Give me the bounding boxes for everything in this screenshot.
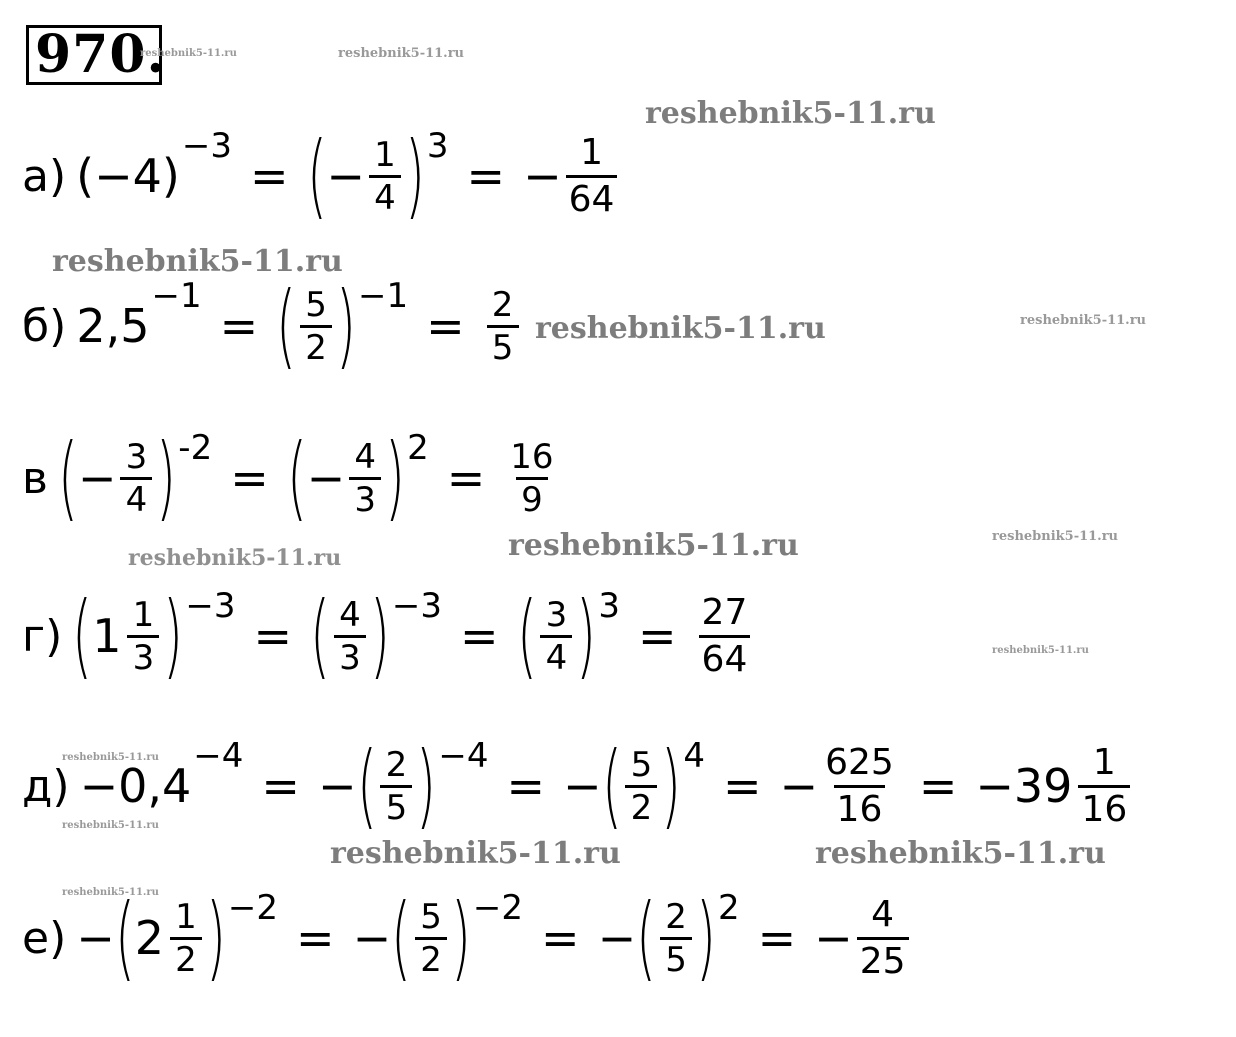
item-label: в	[22, 452, 48, 504]
equals-sign: =	[446, 451, 486, 505]
equation-a: а) (−4) $^{-3}$ = ( − $\frac{1}{4}$ ) $^3$ = − $\frac{1}{64}$	[22, 130, 621, 222]
equals-sign: =	[918, 759, 958, 813]
watermark: reshebnik5-11.ru	[992, 529, 1119, 544]
equals-sign: =	[261, 759, 300, 813]
minus-sign: −	[326, 149, 365, 203]
fraction: $\frac{5}{2}$	[415, 897, 447, 980]
item-label: д)	[22, 760, 70, 812]
equals-sign: =	[230, 451, 269, 505]
exponent: −2	[472, 888, 524, 928]
minus-sign: −	[523, 149, 562, 203]
exponent: -2	[178, 428, 213, 468]
base: (−4)	[76, 149, 180, 203]
equals-sign: =	[541, 911, 580, 965]
equals-sign: =	[506, 759, 545, 813]
exponent: −2	[227, 888, 279, 928]
minus-sign: −	[352, 911, 392, 965]
base: 2,5	[76, 299, 150, 353]
item-label: г)	[22, 610, 63, 662]
exponent: −1	[357, 276, 409, 316]
result-fraction: $\frac{2}{5}$	[487, 285, 519, 368]
minus-sign: −	[317, 759, 357, 813]
fraction: $\frac{3}{4}$	[540, 595, 572, 678]
exponent: 2	[407, 428, 429, 468]
watermark: reshebnik5-11.ru	[62, 887, 159, 898]
fraction: $\frac{1}{2}$	[170, 897, 202, 980]
result-fraction: $\frac{1}{64}$	[566, 131, 618, 222]
fraction: $\frac{1}{3}$	[127, 595, 159, 678]
equals-sign: =	[460, 609, 499, 663]
watermark: reshebnik5-11.ru	[508, 528, 799, 563]
minus-sign: −	[597, 911, 637, 965]
minus-sign: −	[814, 911, 853, 965]
watermark: reshebnik5-11.ru	[128, 545, 342, 571]
watermark: reshebnik5-11.ru	[52, 244, 343, 279]
result-fraction: $\frac{4}{25}$	[857, 893, 909, 984]
watermark: reshebnik5-11.ru	[330, 836, 621, 871]
minus-sign: −	[76, 911, 115, 965]
fraction: $\frac{1}{4}$	[369, 135, 401, 218]
minus-sign: −	[563, 759, 602, 813]
result-mixed-fraction: $\frac{1}{16}$	[1078, 741, 1130, 832]
equals-sign: =	[249, 149, 289, 203]
minus-sign: −	[306, 451, 346, 505]
watermark: reshebnik5-11.ru	[535, 311, 826, 346]
watermark: reshebnik5-11.ru	[815, 836, 1106, 871]
exponent: 2	[717, 888, 740, 928]
exponent: −4	[438, 736, 489, 776]
exponent: −3	[185, 586, 236, 626]
item-label: а)	[22, 150, 67, 202]
fraction: $\frac{2}{5}$	[660, 897, 692, 980]
equals-sign: =	[296, 911, 335, 965]
fraction: $\frac{5}{2}$	[300, 285, 332, 368]
watermark: reshebnik5-11.ru	[62, 820, 159, 831]
watermark: reshebnik5-11.ru	[645, 96, 936, 131]
mixed-integer: 2	[134, 911, 164, 965]
equation-v: в ( − $\frac{3}{4}$ ) $^{-2}$ = ( − $\frac{4}{3}$ ) $^2$ = $\frac{16}{9}$	[22, 432, 561, 524]
mixed-integer: −39	[975, 759, 1073, 813]
equals-sign: =	[757, 911, 797, 965]
item-label: б)	[22, 300, 67, 352]
result-fraction: $\frac{16}{9}$	[510, 436, 554, 520]
equals-sign: =	[466, 149, 506, 203]
exponent: −4	[193, 736, 244, 776]
watermark: reshebnik5-11.ru	[62, 752, 159, 763]
equation-b: б) 2,5 $^{-1}$ = ( $\frac{5}{2}$ ) $^{-1}$ = $\frac{2}{5}$	[22, 280, 523, 372]
exponent: 4	[683, 736, 705, 776]
watermark: reshebnik5-11.ru	[1020, 313, 1147, 328]
watermark: reshebnik5-11.ru	[338, 46, 465, 61]
watermark: reshebnik5-11.ru	[992, 645, 1089, 656]
base: −0,4	[79, 759, 192, 813]
fraction: $\frac{4}{3}$	[334, 595, 366, 678]
equals-sign: =	[219, 299, 259, 353]
exponent: −3	[391, 586, 442, 626]
equation-e: е) − ( 2 $\frac{1}{2}$ ) $^{-2}$ = − ( $\frac{5}{2}$ ) $^{-2}$ = − ( $\frac{2}{5}$ ) $^2$ = − $\frac{4}{25}$	[22, 892, 913, 984]
fraction: $\frac{3}{4}$	[120, 437, 152, 520]
mixed-integer: 1	[92, 609, 122, 663]
equals-sign: =	[723, 759, 762, 813]
equals-sign: =	[426, 299, 465, 353]
fraction: $\frac{4}{3}$	[349, 437, 381, 520]
minus-sign: −	[779, 759, 819, 813]
exponent: −1	[151, 276, 202, 316]
exponent: 3	[426, 126, 449, 166]
equals-sign: =	[253, 609, 293, 663]
item-label: е)	[22, 912, 67, 964]
watermark: reshebnik5-11.ru	[140, 48, 237, 59]
equation-g: г) ( 1 $\frac{1}{3}$ ) $^{-3}$ = ( $\frac{4}{3}$ ) $^{-3}$ = ( $\frac{3}{4}$ ) $^3$ = $\frac{27}{64}$	[22, 590, 754, 682]
problem-number: 970.	[35, 24, 166, 85]
fraction: $\frac{5}{2}$	[625, 745, 657, 828]
result-fraction: $\frac{27}{64}$	[699, 591, 751, 682]
equals-sign: =	[638, 609, 677, 663]
fraction: $\frac{2}{5}$	[380, 745, 412, 828]
result-fraction: $\frac{625}{16}$	[825, 741, 894, 830]
equation-d: д) −0,4 $^{-4}$ = − ( $\frac{2}{5}$ ) $^{-4}$ = − ( $\frac{5}{2}$ ) $^4$ = − $\frac{625}{16}$ = −39 $\frac{1}{16}$	[22, 740, 1134, 832]
minus-sign: −	[77, 451, 117, 505]
exponent: 3	[598, 586, 620, 626]
exponent: −3	[181, 126, 232, 166]
